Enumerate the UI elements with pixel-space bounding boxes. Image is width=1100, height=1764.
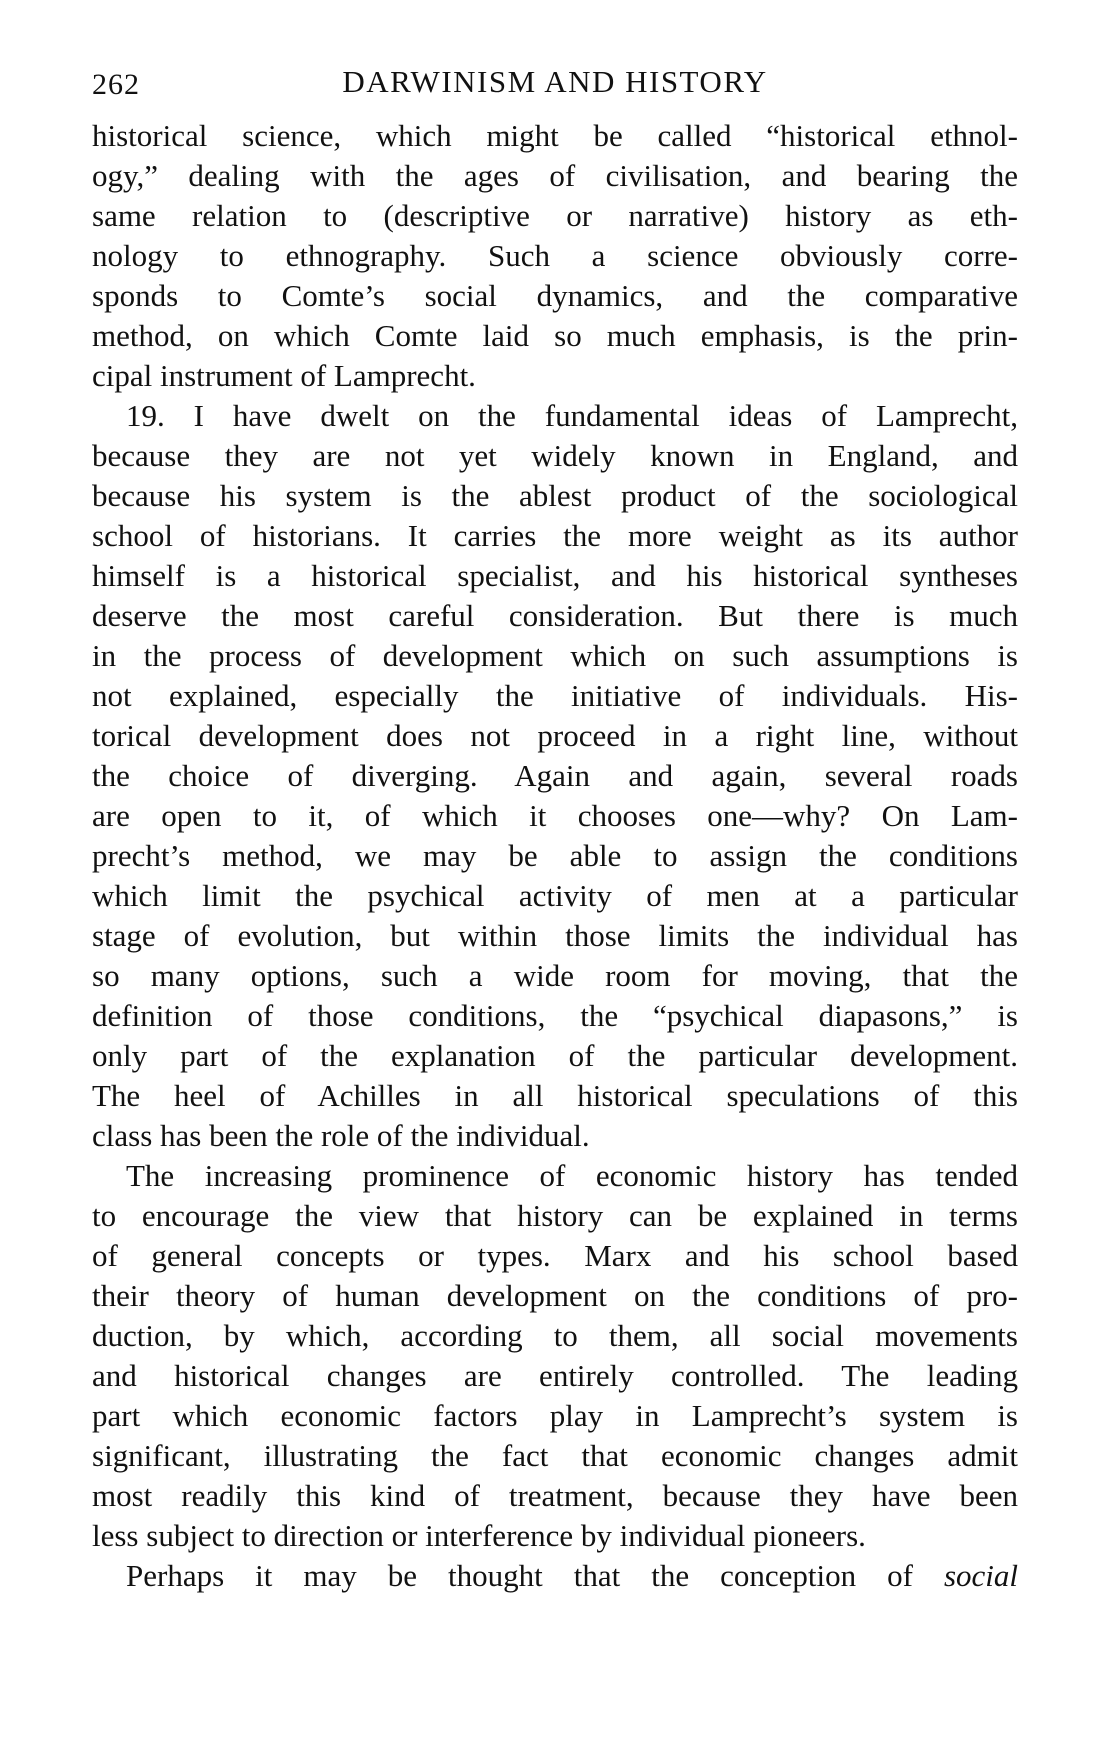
page-header [92, 56, 1018, 116]
text-line: most readily this kind of treatment, because they have been [92, 1478, 1018, 1513]
book-page [92, 56, 1018, 1596]
body-text [92, 116, 1018, 1596]
text-line: duction, by which, according to them, all social movements [92, 1318, 1018, 1353]
text-line: sponds to Comte’s social dynamics, and the comparative [92, 278, 1018, 313]
text-line: historical science, which might be called “historical ethnol- [92, 118, 1018, 153]
text-line: less subject to direction or interference by individual pioneers. [92, 1518, 866, 1553]
text-line: precht’s method, we may be able to assign the conditions [92, 838, 1018, 873]
text-line: same relation to (descriptive or narrative) history as eth- [92, 198, 1018, 233]
text-line: himself is a historical specialist, and his historical syntheses [92, 558, 1018, 593]
text-line: because his system is the ablest product of the sociological [92, 478, 1018, 513]
final-line-text: Perhaps it may be thought that the conception of [126, 1558, 944, 1593]
text-line: not explained, especially the initiative of individuals. His- [92, 678, 1018, 713]
text-line: torical development does not proceed in a right line, without [92, 718, 1018, 753]
text-line: definition of those conditions, the “psychical diapasons,” is [92, 998, 1018, 1033]
text-line: only part of the explanation of the particular development. [92, 1038, 1018, 1073]
text-line: so many options, such a wide room for moving, that the [92, 958, 1018, 993]
text-line: which limit the psychical activity of men at a particular [92, 878, 1018, 913]
final-line-italic-word: social [943, 1558, 1018, 1593]
text-line: significant, illustrating the fact that economic changes admit [92, 1438, 1018, 1473]
text-line: part which economic factors play in Lamprecht’s system is [92, 1398, 1018, 1433]
text-line: and historical changes are entirely controlled. The leading [92, 1358, 1018, 1393]
text-line: school of historians. It carries the more weight as its author [92, 518, 1018, 553]
paragraph-start-line: The increasing prominence of economic history has tended [126, 1158, 1018, 1193]
page-number: 262 [92, 68, 140, 101]
text-line: their theory of human development on the conditions of pro- [92, 1278, 1018, 1313]
text-line: because they are not yet widely known in England, and [92, 438, 1018, 473]
text-line: deserve the most careful consideration. But there is much [92, 598, 1018, 633]
text-line: of general concepts or types. Marx and his school based [92, 1238, 1018, 1273]
text-line: cipal instrument of Lamprecht. [92, 358, 476, 393]
text-line: the choice of diverging. Again and again, several roads [92, 758, 1018, 793]
text-line: method, on which Comte laid so much emphasis, is the prin- [92, 318, 1018, 353]
paragraph-start-line: 19. I have dwelt on the fundamental ideas of Lamprecht, [126, 398, 1018, 433]
text-line: nology to ethnography. Such a science obviously corre- [92, 238, 1018, 273]
text-line: stage of evolution, but within those limits the individual has [92, 918, 1018, 953]
text-line: class has been the role of the individual. [92, 1118, 590, 1153]
text-line: The heel of Achilles in all historical speculations of this [92, 1078, 1018, 1113]
text-line: in the process of development which on such assumptions is [92, 638, 1018, 673]
text-line: are open to it, of which it chooses one—why? On Lam- [92, 798, 1018, 833]
text-line: to encourage the view that history can be explained in terms [92, 1198, 1018, 1233]
running-head: DARWINISM AND HISTORY [342, 64, 768, 99]
text-line: ogy,” dealing with the ages of civilisation, and bearing the [92, 158, 1018, 193]
paragraph-start-line [92, 1556, 1018, 1596]
